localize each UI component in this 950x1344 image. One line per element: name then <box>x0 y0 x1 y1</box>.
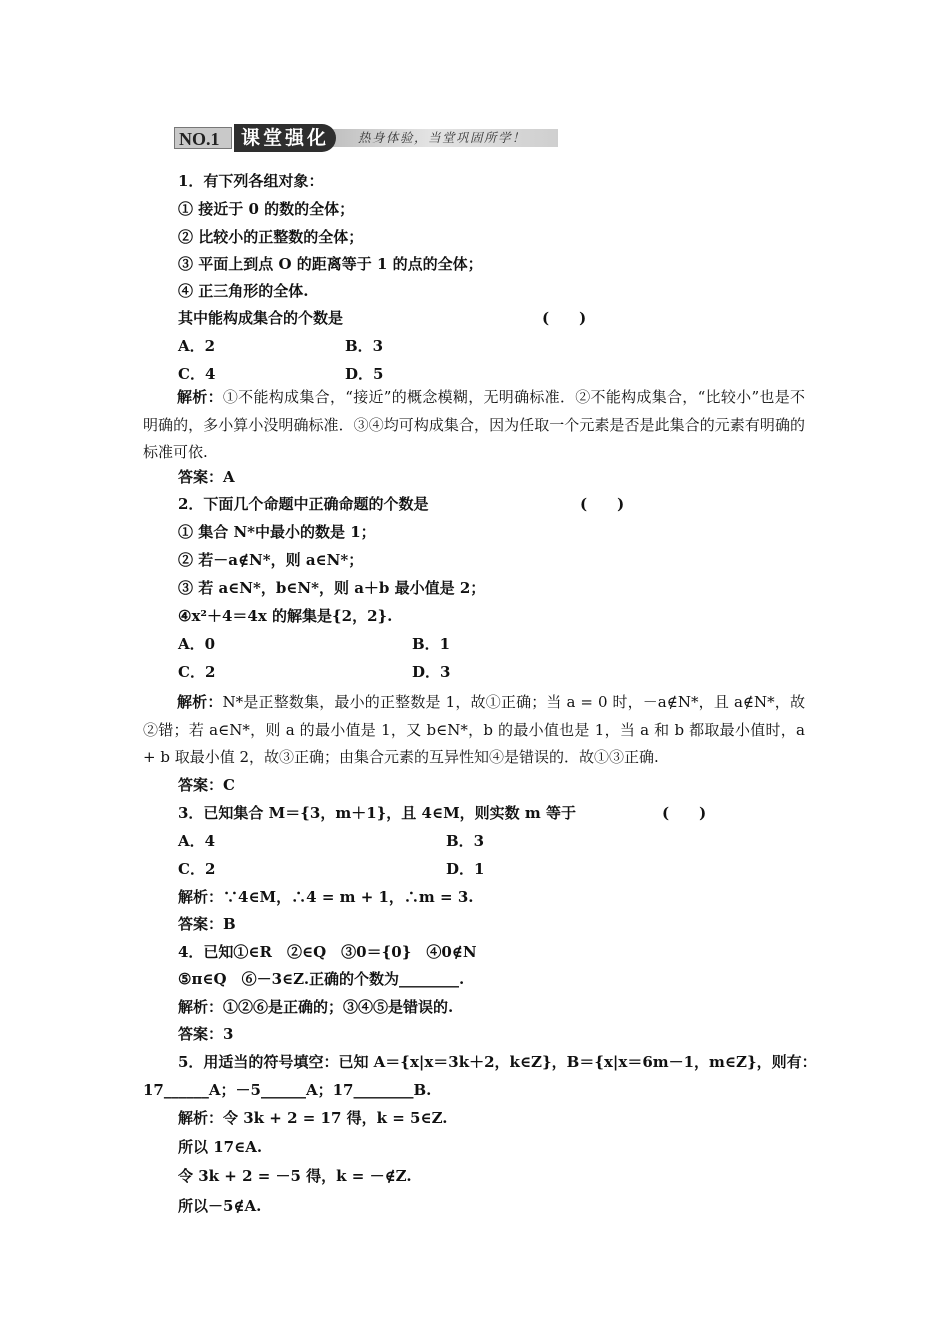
section-number: NO.1 <box>174 127 232 149</box>
q4-analysis-label: 解析： <box>178 998 224 1016</box>
q1-item-1: ① 接近于 0 的数的全体； <box>178 200 355 218</box>
q1-stem: 1．有下列各组对象： <box>178 172 324 190</box>
q5-analysis-label: 解析： <box>178 1109 224 1127</box>
q3-answer: 答案：B <box>178 915 236 933</box>
q2-item-2: ② 若－a∉N*，则 a∈N*； <box>178 551 364 569</box>
q3-option-d: D．1 <box>446 860 485 878</box>
q5-blanks: 17______A；－5______A；17________B. <box>143 1081 432 1099</box>
q1-item-2: ② 比较小的正整数的全体； <box>178 228 364 246</box>
q2-answer-paren: ( ) <box>580 495 625 513</box>
q1-option-d: D．5 <box>345 365 384 383</box>
q4-analysis <box>178 997 453 1017</box>
q1-item-4: ④ 正三角形的全体. <box>178 282 309 300</box>
q2-option-a: A．0 <box>178 635 216 653</box>
q1-option-b: B．3 <box>345 337 384 355</box>
q1-answer-paren: ( ) <box>542 309 587 327</box>
q1-question: 其中能构成集合的个数是 <box>178 309 344 327</box>
q3-stem: 3．已知集合 M＝{3，m＋1}，且 4∈M，则实数 m 等于 <box>178 804 576 822</box>
q5-analysis-line-1: 令 3k + 2 = 17 得，k = 5∈Z. <box>223 1109 448 1127</box>
q4-analysis-text: ①②⑥是正确的；③④⑤是错误的. <box>223 998 454 1016</box>
q3-option-a: A．4 <box>178 832 216 850</box>
section-subtitle: 热身体验，当堂巩固所学！ <box>324 129 558 147</box>
q2-answer: 答案：C <box>178 776 235 794</box>
q2-item-3: ③ 若 a∈N*，b∈N*，则 a＋b 最小值是 2； <box>178 579 486 597</box>
q3-analysis <box>178 887 473 907</box>
q1-analysis-label: 解析： <box>177 388 223 406</box>
q2-stem: 2．下面几个命题中正确命题的个数是 <box>178 495 429 513</box>
q4-line-1: 4．已知①∈R ②∈Q ③0＝{0} ④0∉N <box>178 943 477 961</box>
q4-answer: 答案：3 <box>178 1025 234 1043</box>
q1-analysis <box>143 384 805 467</box>
q2-item-1: ① 集合 N*中最小的数是 1； <box>178 523 376 541</box>
q3-analysis-label: 解析： <box>178 888 224 906</box>
q3-option-b: B．3 <box>446 832 485 850</box>
q5-analysis <box>178 1108 447 1128</box>
section-title: 课堂强化 <box>234 124 336 152</box>
q4-line-2: ⑤π∈Q ⑥－3∈Z.正确的个数为________. <box>178 970 465 988</box>
q5-analysis-line-3: 令 3k + 2 = －5 得，k = －∉Z. <box>178 1167 412 1185</box>
q5-stem: 5．用适当的符号填空：已知 A＝{x|x＝3k＋2，k∈Z}，B＝{x|x＝6m－1，m∈Z}，则有： <box>178 1053 817 1071</box>
q1-answer: 答案：A <box>178 468 235 486</box>
q2-option-c: C．2 <box>178 663 216 681</box>
q5-analysis-line-2: 所以 17∈A. <box>178 1138 263 1156</box>
q3-option-c: C．2 <box>178 860 216 878</box>
q2-analysis-text: N*是正整数集，最小的正整数是 1，故①正确；当 a = 0 时，－a∉N*，且 a∉N*，故②错；若 a∈N*，则 a 的最小值是 1，又 b∈N*，b 的最小值也是 1，当 a 和 b 都取最小值时，a + b 取最小值 2，故③正确；由集合元素的互异性知④是错误的．故①③正确. <box>143 693 805 766</box>
q1-item-3: ③ 平面上到点 O 的距离等于 1 的点的全体； <box>178 255 483 273</box>
q2-option-b: B．1 <box>412 635 451 653</box>
q1-analysis-text: ①不能构成集合，“接近”的概念模糊，无明确标准．②不能构成集合，“比较小”也是不明确的，多小算小没明确标准．③④均可构成集合，因为任取一个元素是否是此集合的元素有明确的标准可依. <box>143 388 805 461</box>
q3-analysis-text: ∵4∈M，∴4 = m + 1，∴m = 3. <box>223 888 474 906</box>
q2-item-4: ④x²＋4＝4x 的解集是{2，2}. <box>178 607 393 625</box>
q2-option-d: D．3 <box>412 663 451 681</box>
q1-option-a: A．2 <box>178 337 216 355</box>
q1-option-c: C．4 <box>178 365 216 383</box>
q3-answer-paren: ( ) <box>662 804 707 822</box>
section-banner <box>174 124 558 152</box>
q5-analysis-line-4: 所以－5∉A. <box>178 1197 262 1215</box>
q2-analysis-label: 解析： <box>177 693 223 711</box>
q2-analysis <box>143 689 805 772</box>
